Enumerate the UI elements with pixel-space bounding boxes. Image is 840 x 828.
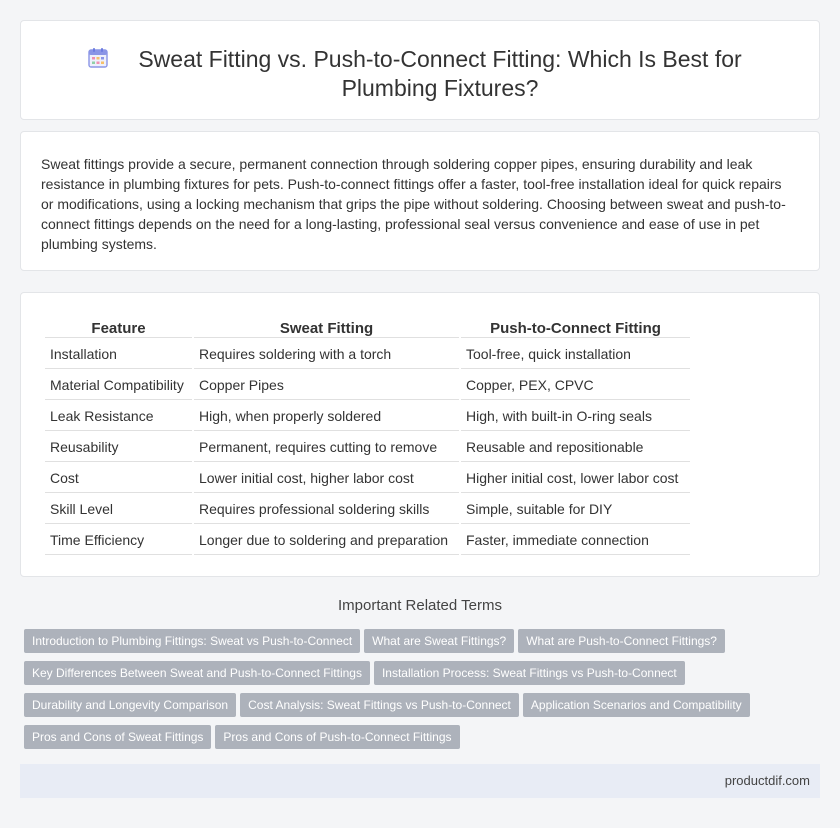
related-tag-cost-analysis[interactable]: Cost Analysis: Sweat Fittings vs Push-to-Connect: [240, 693, 519, 717]
related-tag-sweat-fittings[interactable]: What are Sweat Fittings?: [364, 629, 514, 653]
table-cell: Reusable and repositionable: [461, 433, 690, 462]
related-terms-heading: Important Related Terms: [338, 597, 502, 614]
comparison-table: [43, 316, 692, 557]
table-cell: Cost: [45, 464, 192, 493]
header-sweat-fitting: Sweat Fitting: [194, 318, 459, 338]
related-tag-push-to-connect[interactable]: What are Push-to-Connect Fittings?: [518, 629, 725, 653]
intro-card: [20, 131, 820, 271]
related-tag-intro[interactable]: Introduction to Plumbing Fittings: Sweat vs Push-to-Connect: [24, 629, 360, 653]
footer: [20, 764, 820, 798]
header-push-to-connect: Push-to-Connect Fitting: [461, 318, 690, 338]
footer-site-link[interactable]: productdif.com: [724, 773, 810, 788]
table-cell: High, when properly soldered: [194, 402, 459, 431]
table-row: [45, 402, 690, 431]
table-cell: Time Efficiency: [45, 526, 192, 555]
table-cell: Copper, PEX, CPVC: [461, 371, 690, 400]
table-cell: Requires soldering with a torch: [194, 340, 459, 369]
table-cell: Installation: [45, 340, 192, 369]
table-cell: Higher initial cost, lower labor cost: [461, 464, 690, 493]
header-feature: Feature: [45, 318, 192, 338]
table-cell: Copper Pipes: [194, 371, 459, 400]
table-row: [45, 526, 690, 555]
table-row: [45, 495, 690, 524]
related-tag-key-differences[interactable]: Key Differences Between Sweat and Push-to-Connect Fittings: [24, 661, 370, 685]
table-cell: Lower initial cost, higher labor cost: [194, 464, 459, 493]
table-cell: Reusability: [45, 433, 192, 462]
comparison-card: [20, 292, 820, 577]
table-row: [45, 464, 690, 493]
table-row: [45, 433, 690, 462]
table-row: [45, 371, 690, 400]
related-terms-list: [24, 629, 804, 757]
table-cell: Material Compatibility: [45, 371, 192, 400]
table-cell: Simple, suitable for DIY: [461, 495, 690, 524]
related-tag-installation[interactable]: Installation Process: Sweat Fittings vs Push-to-Connect: [374, 661, 685, 685]
table-row: [45, 340, 690, 369]
page-title: Sweat Fitting vs. Push-to-Connect Fitting: Which Is Best for Plumbing Fixtures?: [138, 46, 742, 101]
table-header-row: [45, 318, 690, 338]
related-tag-pros-cons-sweat[interactable]: Pros and Cons of Sweat Fittings: [24, 725, 211, 749]
related-tag-durability[interactable]: Durability and Longevity Comparison: [24, 693, 236, 717]
table-cell: Permanent, requires cutting to remove: [194, 433, 459, 462]
table-cell: Longer due to soldering and preparation: [194, 526, 459, 555]
table-cell: Leak Resistance: [45, 402, 192, 431]
title-card: [20, 20, 820, 120]
related-tag-pros-cons-push[interactable]: Pros and Cons of Push-to-Connect Fittings: [215, 725, 459, 749]
intro-paragraph: Sweat fittings provide a secure, permanent connection through soldering copper pipes, ensuring durability and leak resistance in plumbing fixtures for pets. Push-to-connect fittings offer a faster, tool-free installation ideal for quick repairs or modifications, using a locking mechanism that grips the pipe without soldering. Choosing between sweat and push-to-connect fittings depends on the need for a long-lasting, professional seal versus convenience and ease of use in pet plumbing systems.: [41, 156, 786, 252]
related-tag-applications[interactable]: Application Scenarios and Compatibility: [523, 693, 750, 717]
table-cell: Skill Level: [45, 495, 192, 524]
table-cell: Tool-free, quick installation: [461, 340, 690, 369]
table-cell: Faster, immediate connection: [461, 526, 690, 555]
table-cell: High, with built-in O-ring seals: [461, 402, 690, 431]
table-cell: Requires professional soldering skills: [194, 495, 459, 524]
